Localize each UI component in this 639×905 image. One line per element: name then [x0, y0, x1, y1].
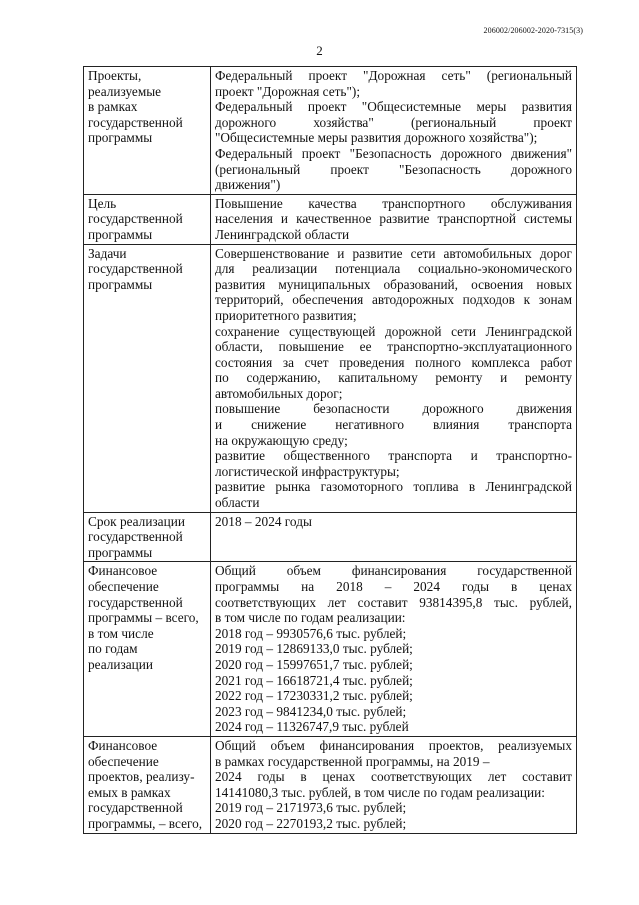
table-row	[84, 512, 577, 562]
row-value-line: Повышение качества транспортного обслуживания	[215, 195, 572, 211]
row-label-cell	[84, 562, 211, 737]
row-value-line: 2024 год – 11326747,9 тыс. рублей	[215, 719, 409, 735]
row-label-cell	[84, 194, 211, 244]
row-label-line: по годам	[88, 641, 138, 657]
row-value-line: Федеральный проект "Общесистемные меры развития	[215, 99, 572, 115]
row-value-line: программы на 2018 – 2024 годы в ценах	[215, 579, 572, 594]
row-value-line: "Общесистемные меры развития дорожного хозяйства");	[215, 130, 538, 146]
row-label-line: Финансовое	[88, 737, 158, 753]
row-value-line: Общий объем финансирования государственной	[215, 563, 572, 579]
row-value-line: Федеральный проект "Дорожная сеть" (региональный	[215, 68, 572, 83]
row-value-line: логистической инфраструктуры;	[215, 463, 400, 479]
row-value-line: территорий, обеспечения автодорожных подходов к зонам	[215, 292, 572, 308]
row-label-line: емых в рамках	[88, 784, 171, 800]
row-label-cell	[84, 736, 211, 833]
row-label-cell	[84, 244, 211, 512]
row-value-cell	[211, 512, 577, 562]
row-label-line: государственной	[88, 594, 183, 610]
row-value-line: на окружающую среду;	[215, 432, 348, 448]
table-row	[84, 67, 577, 195]
row-label-line: программы	[88, 130, 153, 146]
row-label-line: Срок реализации	[88, 513, 185, 529]
row-label-line: программы	[88, 226, 153, 242]
row-value-line: сохранение существующей дорожной сети Ленинградской	[215, 323, 572, 339]
row-label-line: Цель	[88, 195, 117, 211]
row-value-line: автомобильных дорог;	[215, 385, 343, 401]
row-label-line: обеспечение	[88, 579, 159, 594]
row-value-cell	[211, 244, 577, 512]
passport-table-body	[84, 67, 577, 834]
row-value-line: 2023 год – 9841234,0 тыс. рублей;	[215, 703, 407, 719]
row-value-cell	[211, 736, 577, 833]
row-label-line: программы	[88, 544, 153, 560]
row-value-line: по содержанию, капитальному ремонту и ремонту	[215, 370, 572, 386]
row-value-line: 2018 – 2024 годы	[215, 513, 312, 529]
row-value-line: для реализации потенциала социально-экономического	[215, 261, 572, 277]
row-label-line: в том числе	[88, 625, 154, 641]
row-value-line: 2019 год – 2171973,6 тыс. рублей;	[215, 800, 407, 816]
row-value-line: 2019 год – 12869133,0 тыс. рублей;	[215, 641, 413, 657]
row-label-line: проектов, реализу-	[88, 769, 195, 785]
row-value-line: (региональный проект "Безопасность дорожного	[215, 161, 572, 177]
table-row	[84, 562, 577, 737]
row-label-line: государственной	[88, 114, 183, 130]
row-value-line: Ленинградской области	[215, 226, 350, 242]
table-row	[84, 194, 577, 244]
row-value-line: повышение безопасности дорожного движения	[215, 401, 572, 417]
row-value-line: 2024 годы в ценах соответствующих лет составит	[215, 769, 572, 785]
row-label-cell	[84, 512, 211, 562]
row-value-line: проект "Дорожная сеть");	[215, 83, 361, 99]
row-value-line: движения")	[215, 177, 281, 193]
row-value-line: в том числе по годам реализации:	[215, 610, 406, 626]
row-value-line: Федеральный проект "Безопасность дорожного движения"	[215, 145, 572, 161]
row-value-line: приоритетного развития;	[215, 307, 357, 323]
row-value-line: Общий объем финансирования проектов, реализуемых	[215, 737, 572, 753]
row-value-line: развитие общественного транспорта и транспортно-	[215, 448, 572, 464]
row-value-line: в рамках государственной программы, на 2019 –	[215, 753, 490, 769]
row-value-line: 2020 год – 2270193,2 тыс. рублей;	[215, 815, 407, 831]
row-value-line: области, повышение ее транспортно-эксплуатационного	[215, 339, 572, 355]
row-value-line: состояния за счет проведения полного комплекса работ	[215, 354, 572, 370]
row-value-line: 14141080,3 тыс. рублей, в том числе по годам реализации:	[215, 784, 545, 800]
row-value-line: Совершенствование и развитие сети автомобильных дорог	[215, 245, 572, 261]
row-label-line: Проекты,	[88, 68, 142, 83]
table-row	[84, 736, 577, 833]
row-label-line: государственной	[88, 529, 183, 545]
row-label-line: Финансовое	[88, 563, 158, 579]
page-number: 2	[316, 43, 323, 58]
program-passport-table	[83, 66, 577, 834]
row-label-line: программы – всего,	[88, 610, 199, 626]
row-value-cell	[211, 67, 577, 195]
row-label-line: реализуемые	[88, 83, 162, 99]
row-label-line: государственной	[88, 800, 183, 816]
row-value-line: соответствующих лет составит 93814395,8 тыс. рублей,	[215, 594, 572, 610]
row-value-line: развитие рынка газомоторного топлива в Ленинградской	[215, 479, 572, 495]
table-row	[84, 244, 577, 512]
document-id: 206002/206002-2020-7315(3)	[483, 26, 583, 35]
row-value-line: 2022 год – 17230331,2 тыс. рублей;	[215, 688, 413, 704]
row-label-line: программы, – всего,	[88, 815, 203, 831]
row-label-line: Задачи	[88, 245, 127, 261]
row-value-line: и снижение негативного влияния транспорта	[215, 417, 572, 433]
row-label-cell	[84, 67, 211, 195]
row-value-line: 2018 год – 9930576,6 тыс. рублей;	[215, 625, 407, 641]
row-value-line: 2020 год – 15997651,7 тыс. рублей;	[215, 656, 413, 672]
row-value-cell	[211, 194, 577, 244]
row-value-line: 2021 год – 16618721,4 тыс. рублей;	[215, 672, 413, 688]
row-label-line: обеспечение	[88, 753, 159, 769]
row-value-line: населения и качественное развитие транспортной системы	[215, 211, 572, 227]
row-label-line: государственной	[88, 211, 183, 227]
row-value-line: дорожного хозяйства" (региональный проект	[215, 114, 572, 130]
row-value-line: развития муниципальных образований, освоения новых	[215, 276, 572, 292]
row-label-line: реализации	[88, 656, 153, 672]
row-value-cell	[211, 562, 577, 737]
row-label-line: государственной	[88, 261, 183, 277]
row-label-line: в рамках	[88, 99, 138, 115]
row-label-line: программы	[88, 276, 153, 292]
row-value-line: области	[215, 495, 260, 511]
